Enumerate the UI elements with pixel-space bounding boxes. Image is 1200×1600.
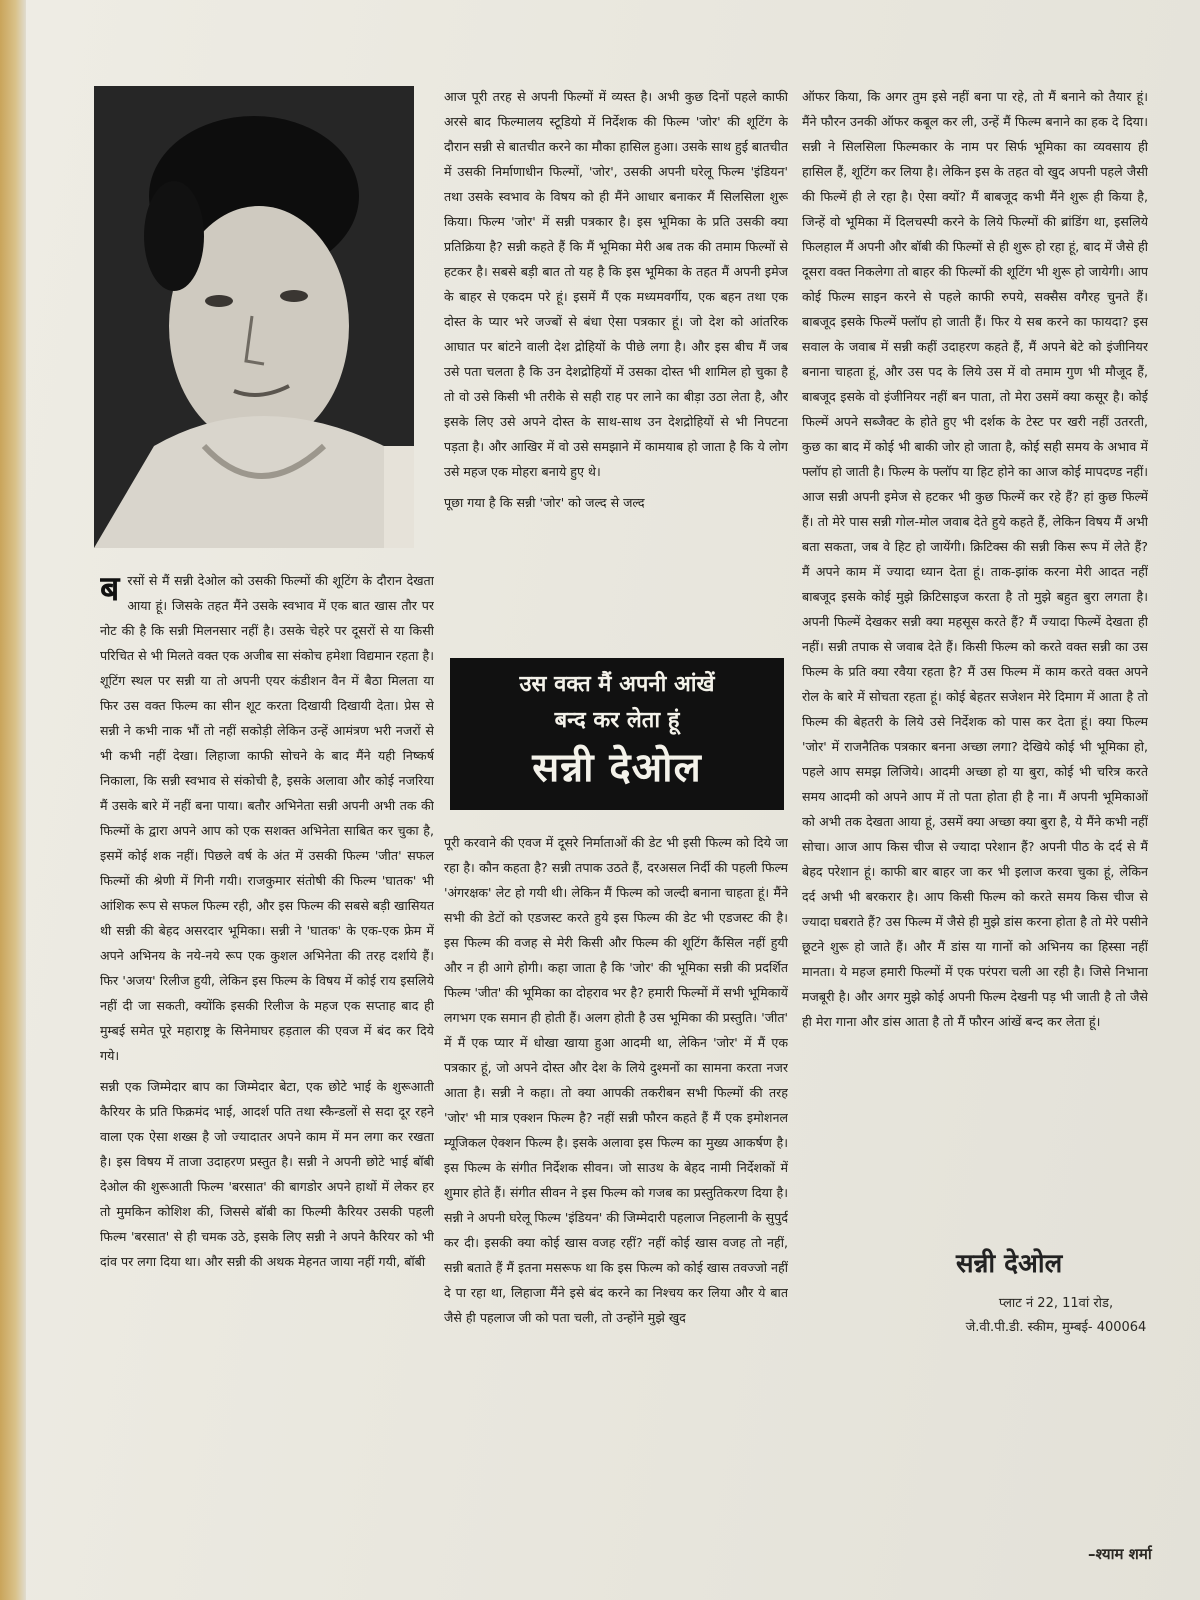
- headline-name: सन्नी देओल: [532, 744, 702, 791]
- article-column-2-continued: [444, 830, 788, 1598]
- signature-name: सन्नी देओल: [956, 1249, 1063, 1279]
- signature-address: [926, 1292, 1186, 1340]
- address-line-1: प्लाट नं 22, 11वां रोड,: [998, 1296, 1114, 1311]
- article-column-3: [802, 84, 1148, 1234]
- column2-paragraph-2: पूछा गया है कि सन्नी 'जोर' को जल्द से जल्द: [444, 495, 645, 510]
- article-column-2: [444, 84, 788, 654]
- portrait-illustration: [94, 86, 414, 548]
- binding-edge: [0, 0, 26, 1600]
- headline-box: [450, 658, 784, 810]
- headline-line-1: उस वक्त मैं अपनी आंखें: [519, 671, 715, 697]
- column1-paragraph-2: सन्नी एक जिम्मेदार बाप का जिम्मेदार बेटा, एक छोटे भाई के शुरूआती कैरियर के प्रति फिक्रमंद भाई, आदर्श पति तथा स्कैन्डलों से सदा दूर रहने वाला एक ऐसा शख्स है जो ज्यादातर अपने काम में मन लगा कर रखता है। इस विषय में ताजा उदाहरण प्रस्तुत है। सन्नी ने अपनी छोटे भाई बॉबी देओल की शुरूआती फिल्म 'बरसात' की बागडोर अपने हाथों में लेकर हर तो मुमकिन कोशिश की, जिससे बॉबी का फिल्मी कैरियर उसकी पहली फिल्म 'बरसात' से ही चमक उठे, इसके लिए सन्नी ने अपने कैरियर को भी दांव पर लगा दिया था। और सन्नी की अथक मेहनत जाया नहीं गयी, बॉबी: [100, 1079, 434, 1269]
- column3-paragraph-1: ऑफर किया, कि अगर तुम इसे नहीं बना पा रहे, तो मैं बनाने को तैयार हूं। मैंने फौरन उनकी ऑफर कबूल कर ली, उन्हें मैं फिल्म बनाने का हक दे दिया। सन्नी ने सिलसिला फिल्मकार के नाम पर सिर्फ भूमिका का व्यवसाय ही हासिल हैं, शूटिंग कर लिया है। लेकिन इस के तहत वो खुद अपनी पहले जैसी की फिल्में ही ले रहा है। ऐसा क्यों? मैं बाबजूद कभी मैंने शुरू ही किया है, जिन्हें वो भूमिका में दिलचस्पी करने के लिये फिल्मों की ब्रांडिंग था, इसलिये फिलहाल मैं अपनी और बॉबी की फिल्मों से ही शुरू हो रहा हूं, बाद में जैसे ही दूसरा वक्त निकलेगा तो बाहर की फिल्मों की शूटिंग भी शुरू हो जायेगी। आप कोई फिल्म साइन करने से पहले काफी रुपये, सक्सैस वगैरह चुनते हैं। बाबजूद इसके फिल्में फ्लॉप हो जाती हैं। फिर ये सब करने का फायदा? इस सवाल के जवाब में सन्नी कहीं उदाहरण कहते हैं, मैं अपने बेटे को इंजीनियर बनाना चाहता हूं, और उस पद के लिये उस में वो तमाम गुण भी मौजूद हैं, बाबजूद इसके वो इंजीनियर नहीं बन पाता, तो मेरा उसमें क्या कसूर है। कोई फिल्में अपने सब्जैक्ट के होते हुए भी दर्शक के टेस्ट पर खरी नहीं उतरती, कुछ का बाद में कोई भी बाकी जोर हो जाता है, कोई सही समय के अभाव में फ्लॉप हो जाती है। फिल्म के फ्लॉप या हिट होने का आज कोई मापदण्ड नहीं। आज सन्नी अपनी इमेज से हटकर भी कुछ फिल्में कर रहे हैं? हां कुछ फिल्में हैं। तो मेरे पास सन्नी गोल-मोल जवाब देते हुये कहते हैं, लेकिन विषय मैं अभी बता सकता, जब वे हिट हो जायेंगी। क्रिटिक्स की सन्नी किस रूप में लेते हैं? मैं अपने काम में ज्यादा ध्यान देता हूं। ताक-झांक करना मेरी आदत नहीं बाबजूद इसके कोई मुझे क्रिटिसाइज करता है तो मुझे बहुत बुरा लगता है। अपनी फिल्में देखकर सन्नी क्या महसूस करते हैं? मैं ज्यादा फिल्में देखता ही नहीं। सन्नी तपाक से जवाब देते हैं। किसी फिल्म को करते वक्त सन्नी का उस फिल्म के प्रति क्या रवैया रहता है? मैं उस फिल्म में काम करते वक्त अपने रोल के बारे में सोचता रहता हूं। कोई बेहतर सजेशन मेरे दिमाग में आता है तो फिल्म की बेहतरी के लिये उसे निर्देशक को पास कर देता हूं। क्या फिल्म 'जोर' में राजनैतिक पत्रकार बनना अच्छा लगा? देखिये कोई भी भूमिका हो, पहले आप समझ लिजिये। आदमी अच्छा हो या बुरा, कोई भी चरित्र करते समय आदमी को अपने आप में तो पता होता ही है ना। मैं अपनी भूमिकाओं को अभी तक देखता आया हूं, उसमें क्या अच्छा क्या बुरा है, ये मैंने कभी नहीं सोचा। आज आप किस चीज से ज्यादा परेशान हैं? अपनी पीठ के दर्द से मैं बेहद परेशान हूं। काफी बार बाहर जा कर भी इलाज करवा चुका हूं, लेकिन दर्द अभी भी बरकरार है। आप किसी फिल्म को करते समय किस चीज से ज्यादा घबराते हैं? उस फिल्म में जैसे ही मुझे डांस करना होता है तो मेरे पसीने छूटने शुरू हो जाते हैं। और मैं डांस या गानों को अभिनय का हिस्सा नहीं मानता। ये महज हमारी फिल्मों में एक परंपरा चली आ रही है। जिसे निभाना मजबूरी है। और अगर मुझे कोई अपनी फिल्म देखनी पड़ भी जाती है तो जैसे ही मेरा गाना और डांस आता है तो मैं फौरन आंखें बन्द कर लेता हूं।: [802, 89, 1148, 1029]
- author-byline: –श्याम शर्मा: [1088, 1545, 1152, 1563]
- column2b-paragraph-1: पूरी करवाने की एवज में दूसरे निर्माताओं की डेट भी इसी फिल्म को दिये जा रहा है। कौन कहता है? सन्नी तपाक उठते हैं, दरअसल निर्दी की पहली फिल्म 'अंगरक्षक' लेट हो गयी थी। लेकिन मैं फिल्म को जल्दी बनाना चाहता हूं। मैंने सभी की डेटों को एडजस्ट करते हुये इस फिल्म की डेट भी एडजस्ट की है। इस फिल्म की वजह से मेरी किसी और फिल्म की शूटिंग कैंसिल नहीं हुयी और न ही आगे होगी। कहा जाता है कि 'जोर' की भूमिका सन्नी की प्रदर्शित फिल्म 'जीत' की भूमिका का दोहराव भर है? हमारी फिल्मों में सभी भूमिकायें लगभग एक समान ही होती हैं। अलग होती है उस भूमिका की प्रस्तुति। 'जीत' में मैं एक प्यार में धोखा खाया हुआ आदमी था, लेकिन 'जोर' में मैं एक पत्रकार हूं, जो अपने दोस्त और देश के लिये दुश्मनों का सामना करता नजर आता है। सन्नी ने कहा। तो क्या आपकी तकरीबन सभी फिल्मों की तरह 'जोर' भी मात्र एक्शन फिल्म है? नहीं सन्नी फौरन कहते हैं मैं एक इमोशनल म्यूजिकल ऐक्शन फिल्म है। इसके अलावा इस फिल्म का मुख्य आकर्षण है। इस फिल्म के संगीत निर्देशक सीवन। जो साउथ के बेहद नामी निर्देशकों में शुमार होते हैं। संगीत सीवन ने इस फिल्म को गजब का प्रस्तुतिकरण दिया है। सन्नी ने अपनी घरेलू फिल्म 'इंडियन' की जिम्मेदारी पहलाज निहलानी के सुपुर्द कर दी। इसकी क्या कोई खास वजह रहीं? नहीं कोई खास वजह तो नहीं, सन्नी बताते हैं मैं इतना मसरूफ था कि इस फिल्म को कोई खास तवज्जो नहीं दे पा रहा था, लिहाजा मैंने इसे बंद करने का निश्चय कर लिया और ये बात जैसे ही पहलाज जी को पता चली, तो उन्होंने मुझे खुद: [444, 835, 788, 1325]
- address-line-2: जे.वी.पी.डी. स्कीम, मुम्बई- 400064: [965, 1320, 1147, 1335]
- portrait-photo: [94, 86, 414, 548]
- column2-paragraph-1: आज पूरी तरह से अपनी फिल्मों में व्यस्त है। अभी कुछ दिनों पहले काफी अरसे बाद फिल्मालय स्टूडियो में निर्देशक की फिल्म 'जोर' की शूटिंग के दौरान सन्नी से बातचीत करने का मौका हासिल हुआ। उसके साथ हुई बातचीत में उसकी निर्माणाधीन फिल्मों, 'जोर', उसकी अपनी घरेलू फिल्म 'इंडियन' तथा उसके स्वभाव के विषय को ही मैंने आधार बनाकर मैं सिलसिला शुरू किया। फिल्म 'जोर' में सन्नी पत्रकार है। इस भूमिका के प्रति उसकी क्या प्रतिक्रिया है? सन्नी कहते हैं कि मैं भूमिका मेरी अब तक की तमाम फिल्मों से हटकर है। सबसे बड़ी बात तो यह है कि इस भूमिका के तहत मैं अपनी इमेज के बाहर से एकदम परे हूं। इसमें मैं एक मध्यमवर्गीय, एक बहन तथा एक दोस्त के प्यार भरे जज्बों से बंधा ऐसा पत्रकार हूं। जो देश को आंतरिक आघात पर बांटने वाली देश द्रोहियों के पीछे लगा है। और इस बीच मैं जब उसे पता चलता है कि उन देशद्रोहियों में उसका दोस्त भी शामिल हो चुका है तो वो उसे किसी भी तरीके से सही राह पर लाने का बीड़ा उठा लेता है, और इसके लिए उसे अपने दोस्त के साथ-साथ उन देशद्रोहियों से भी निपटना पड़ता है। और आखिर में वो उसे समझाने में कामयाब हो जाता है कि ये लोग उसे महज एक मोहरा बनाये हुए थे।: [444, 89, 788, 479]
- headline-line-2: बन्द कर लेता हूं: [554, 707, 680, 733]
- column1-paragraph-1: बरसों से मैं सन्नी देओल को उसकी फिल्मों की शूटिंग के दौरान देखता आया हूं। जिसके तहत मैंने उसके स्वभाव में एक बात खास तौर पर नोट की है कि सन्नी मिलनसार नहीं है। उसके चेहरे पर दूसरों से या किसी परिचित से भी मिलते वक्त एक अजीब सा संकोच हमेशा विद्यमान रहता है। शूटिंग स्थल पर सन्नी या तो अपनी एयर कंडीशन वैन में बैठा मिलता या फिर उस वक्त फिल्म का सीन शूट करता दिखायी दिखायी देता। प्रेस से सन्नी ने कभी नाक भौं तो नहीं सकोड़ी लेकिन उन्हें आमंत्रण भरी नजरों से भी कभी नहीं देखा। लिहाजा काफी सोचने के बाद मैंने यही निष्कर्ष निकाला, कि सन्नी स्वभाव से संकोची है, इसके अलावा और कोई नजरिया मैं उसके बारे में नहीं बना पाया। बतौर अभिनेता सन्नी अपनी अभी तक की फिल्मों के द्वारा अपने आप को एक सशक्त अभिनेता साबित कर चुका है, इसमें कोई शक नहीं। पिछले वर्ष के अंत में उसकी फिल्म 'जीत' सफल फिल्मों की श्रेणी में गिनी गयी। राजकुमार संतोषी की फिल्म 'घातक' भी आंशिक रूप से सफल फिल्म रही, और इस फिल्म की सबसे बड़ी खासियत थी सन्नी की बेहद असरदार भूमिका। सन्नी ने 'घातक' के एक-एक फ्रेम में अपने अभिनय के नये-नये रूप एक कुशल अभिनेता की तरह दर्शाये हैं। फिर 'अजय' रिलीज हुयी, लेकिन इस फिल्म के विषय में कोई राय इसलिये नहीं दी जा सकती, क्योंकि इसकी रिलीज के महज एक सप्ताह बाद ही मुम्बई समेत पूरे महाराष्ट्र के सिनेमाघर हड़ताल की एवज में बंद कर दिये गये।: [100, 569, 434, 1063]
- drop-cap: ब: [100, 569, 120, 609]
- article-column-1: [100, 568, 434, 1598]
- magazine-page: [26, 0, 1200, 1600]
